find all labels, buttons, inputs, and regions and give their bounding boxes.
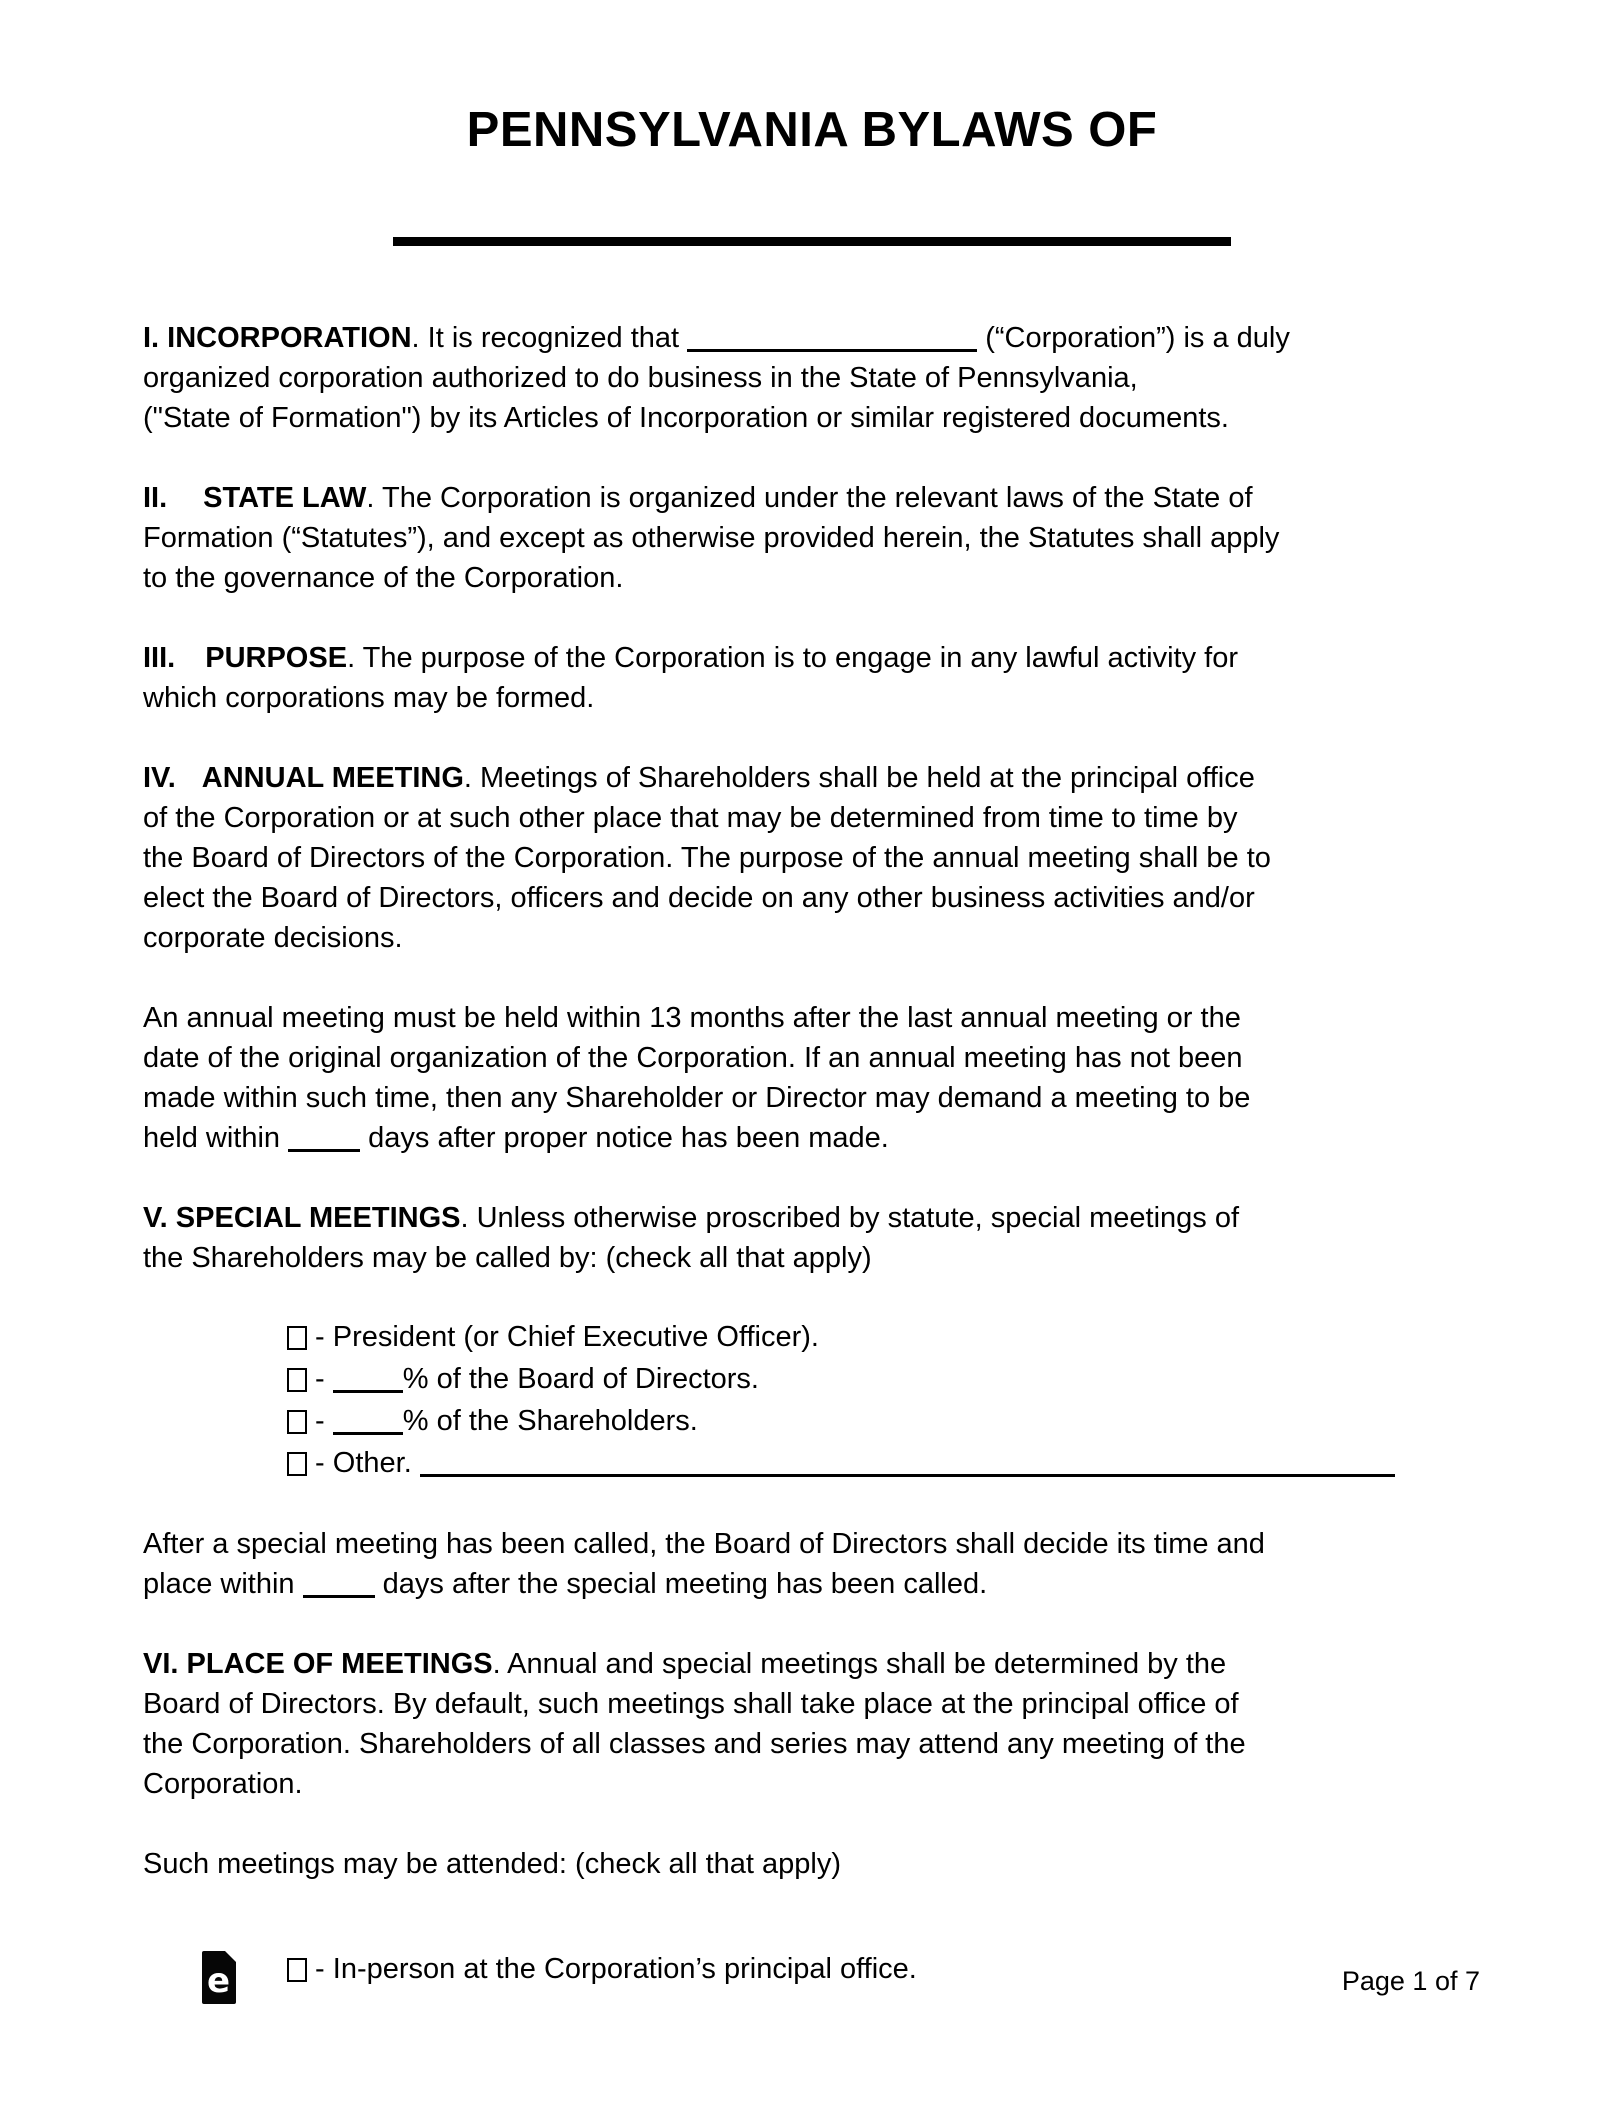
logo-letter: e: [207, 1961, 231, 2001]
tab-gap: [176, 786, 202, 787]
checkbox-item: - % of the Shareholders.: [143, 1400, 1538, 1442]
checkbox-item: - Other.: [143, 1442, 1538, 1484]
section-heading: II.: [143, 482, 168, 514]
tab-gap: [175, 666, 205, 667]
section-heading: STATE LAW: [203, 482, 367, 514]
paragraph: III. PURPOSE. The purpose of the Corporation is to engage in any lawful activity for which corporations may be formed.: [143, 642, 1238, 714]
checkbox[interactable]: [287, 1452, 307, 1476]
paragraph: After a special meeting has been called, the Board of Directors shall decide its time and place within days after the special meeting has been called.: [143, 1528, 1265, 1600]
paragraph: VI. PLACE OF MEETINGS. Annual and special meetings shall be determined by the Board of Directors. By default, such meetings shall take place at the principal office of the Corporation. Shareholders of all classes and series may attend any meeting of the Corporation.: [143, 1648, 1246, 1800]
paragraph: Such meetings may be attended: (check all that apply): [143, 1848, 841, 1880]
document-body: [143, 278, 1538, 1990]
page-title: PENNSYLVANIA BYLAWS OF: [466, 103, 1158, 157]
tab-gap: [167, 506, 203, 507]
company-name-blank-line[interactable]: [393, 237, 1231, 246]
checkbox-item: - President (or Chief Executive Officer).: [143, 1316, 1538, 1358]
eforms-logo: [202, 1951, 236, 2004]
fill-in-blank[interactable]: [687, 342, 977, 352]
checkbox-item: - In-person at the Corporation’s principal office.: [143, 1948, 1538, 1990]
paragraph: I. INCORPORATION. It is recognized that (“Corporation”) is a duly organized corporation authorized to do business in the State of Pennsylvania, ("State of Formation") by its Articles of Incorporation or similar registered documents.: [143, 322, 1290, 434]
checkbox[interactable]: [287, 1368, 307, 1392]
section-heading: III.: [143, 642, 176, 674]
paragraph: V. SPECIAL MEETINGS. Unless otherwise proscribed by statute, special meetings of the Shareholders may be called by: (check all that apply): [143, 1202, 1240, 1274]
paragraph: An annual meeting must be held within 13 months after the last annual meeting or the date of the original organization of the Corporation. If an annual meeting has not been made within such time, then any Shareholder or Director may demand a meeting to be held within days after proper notice has been made.: [143, 1002, 1251, 1154]
section-heading: ANNUAL MEETING: [201, 762, 464, 794]
section-heading: VI. PLACE OF MEETINGS: [143, 1648, 493, 1680]
checkbox-item: - % of the Board of Directors.: [143, 1358, 1538, 1400]
fill-in-blank[interactable]: [303, 1588, 375, 1598]
paragraph: IV. ANNUAL MEETING. Meetings of Shareholders shall be held at the principal office of the Corporation or at such other place that may be determined from time to time by the Board of Directors of the Corporation. The purpose of the annual meeting shall be to elect the Board of Directors, officers and decide on any other business activities and/or corporate decisions.: [143, 762, 1271, 954]
checkbox[interactable]: [287, 1958, 307, 1982]
section-heading: V. SPECIAL MEETINGS: [143, 1202, 461, 1234]
paragraph: II. STATE LAW. The Corporation is organized under the relevant laws of the State of Formation (“Statutes”), and except as otherwise provided herein, the Statutes shall apply to the governance of the Corporation.: [143, 482, 1280, 594]
fill-in-blank[interactable]: [333, 1425, 403, 1435]
section-heading: PURPOSE: [205, 642, 348, 674]
checkbox[interactable]: [287, 1410, 307, 1434]
page-number: Page 1 of 7: [1341, 1966, 1480, 1996]
section-heading: I. INCORPORATION: [143, 322, 412, 354]
section-heading: IV.: [143, 762, 176, 794]
checkbox[interactable]: [287, 1326, 307, 1350]
fill-in-blank[interactable]: [333, 1383, 403, 1393]
fill-in-blank[interactable]: [288, 1142, 360, 1152]
fill-in-blank[interactable]: [420, 1467, 1395, 1477]
